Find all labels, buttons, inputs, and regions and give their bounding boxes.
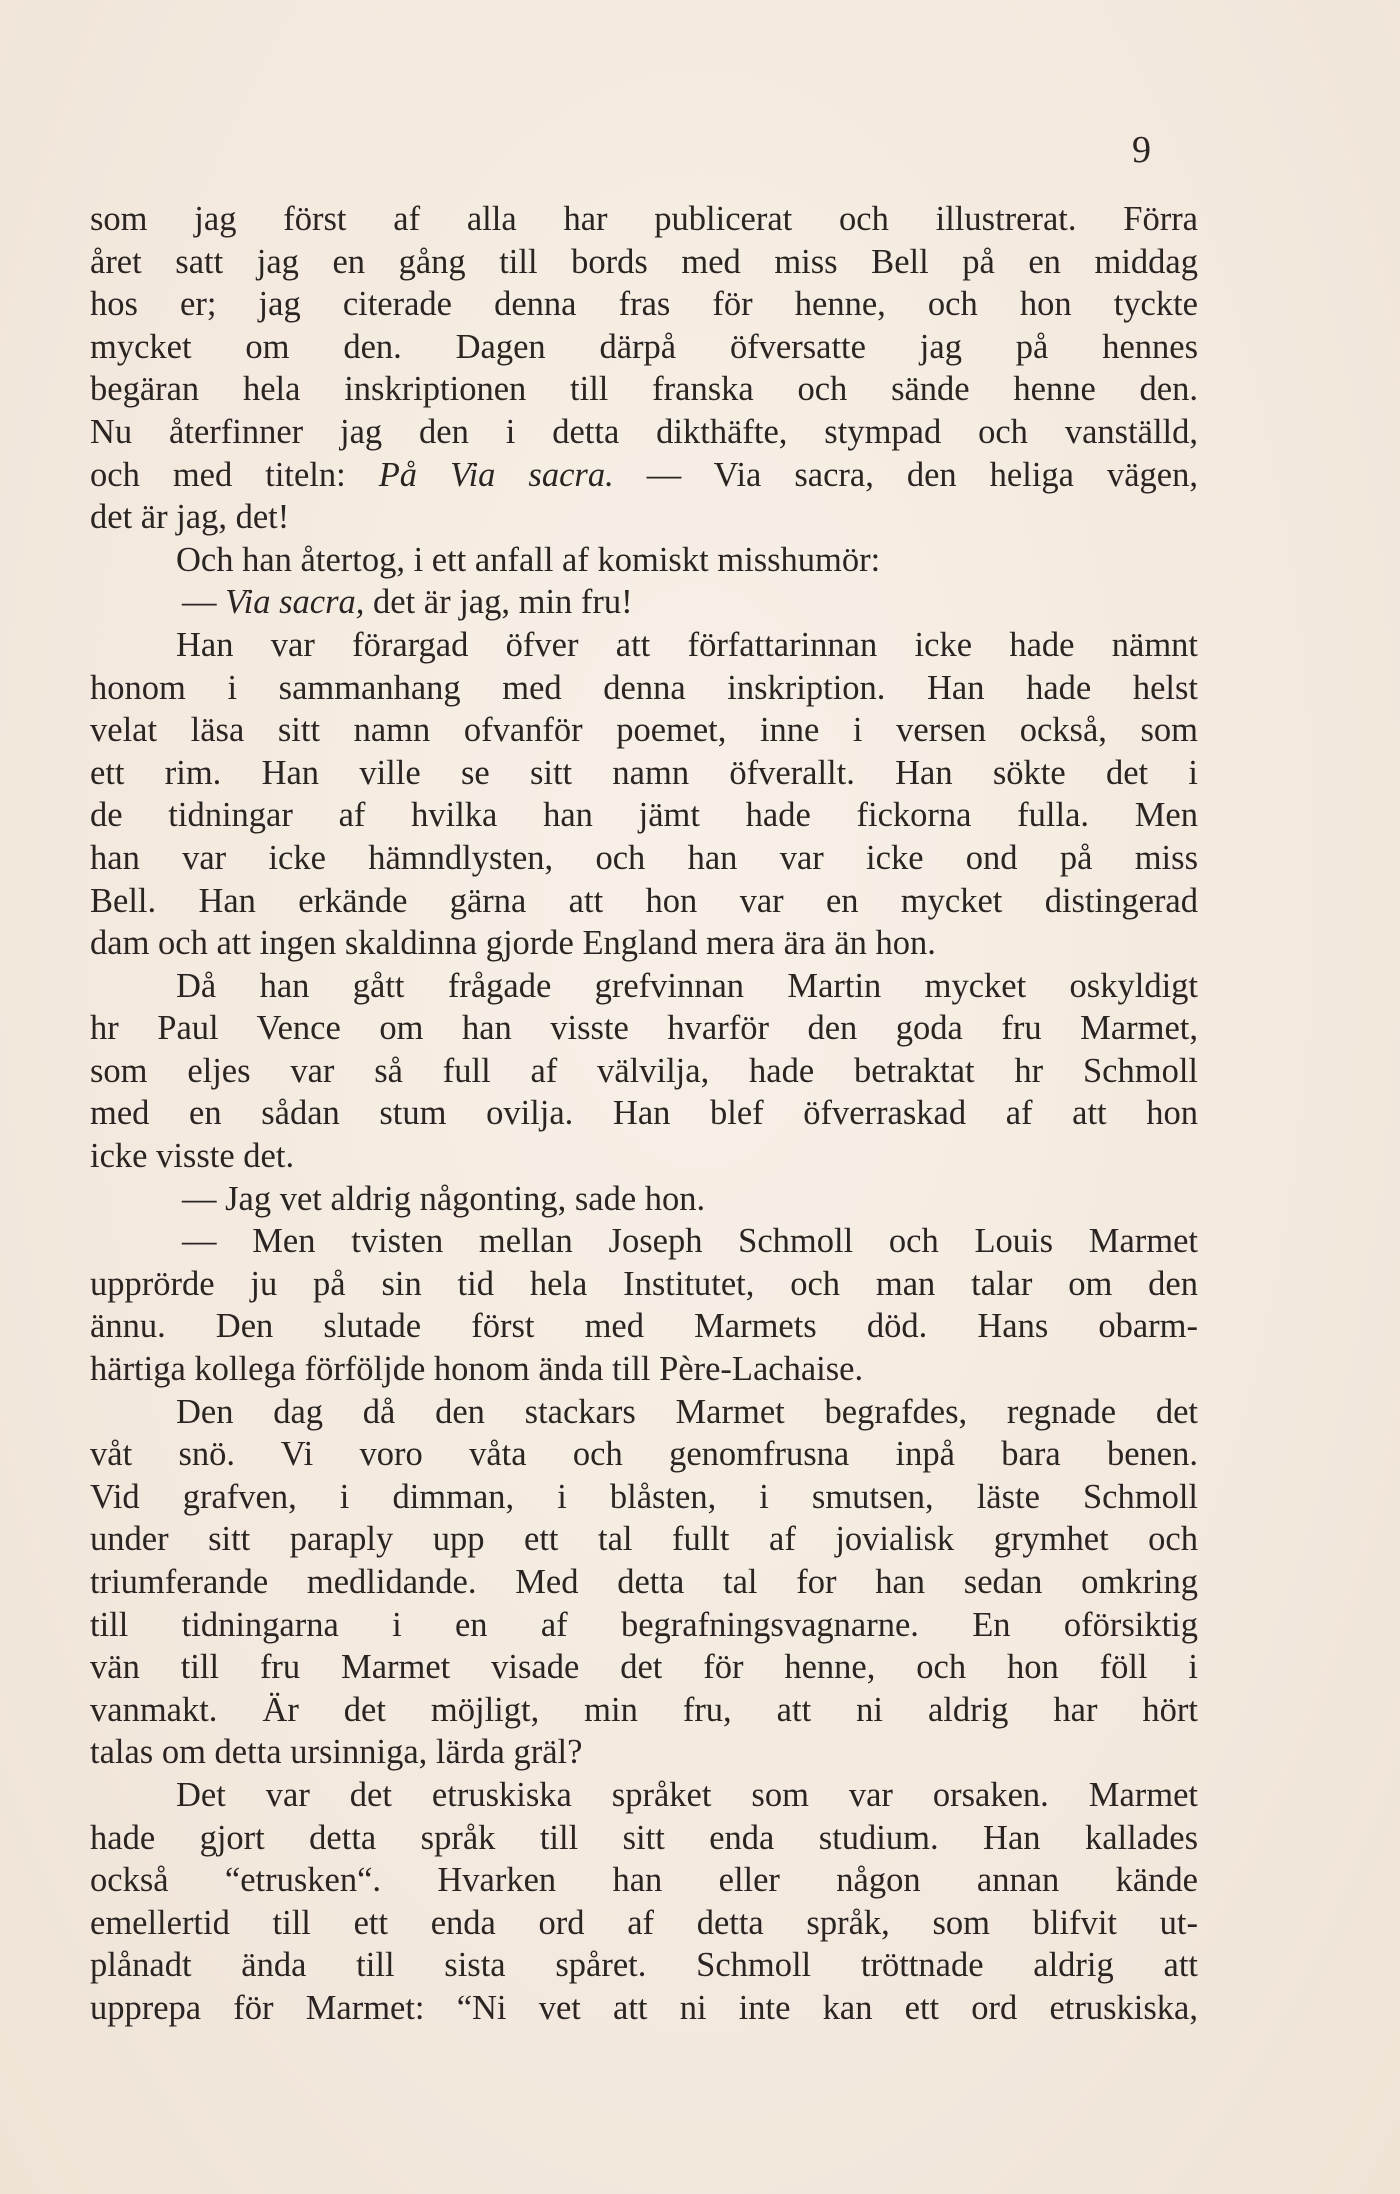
text-line: de tidningar af hvilka han jämt hade fickorna fulla. Men	[90, 796, 1198, 835]
text-line: med en sådan stum ovilja. Han blef öfverraskad af att hon	[90, 1094, 1198, 1133]
text-line: upprepa för Marmet: “Ni vet att ni inte kan ett ord etruskiska,	[90, 1988, 1198, 2027]
text-line: Det var det etruskiska språket som var orsaken. Marmet	[176, 1775, 1198, 1814]
text-line: begäran hela inskriptionen till franska och sände henne den.	[90, 370, 1198, 409]
text-line: emellertid till ett enda ord af detta språk, som blifvit ut-	[90, 1903, 1198, 1942]
body-text	[90, 198, 1198, 2030]
text-line: upprörde ju på sin tid hela Institutet, och man talar om den	[90, 1264, 1198, 1303]
text-line: det är jag, det!	[90, 498, 290, 537]
text-line: året satt jag en gång till bords med miss Bell på en middag	[90, 242, 1198, 281]
text-line: Nu återfinner jag den i detta dikthäfte, stympad och vanställd,	[90, 412, 1198, 451]
text-line: Vid grafven, i dimman, i blåsten, i smutsen, läste Schmoll	[90, 1477, 1198, 1516]
text-line	[90, 581, 1198, 624]
italic-title: På Via sacra.	[378, 455, 614, 494]
text-line: han var icke hämndlysten, och han var icke ond på miss	[90, 838, 1198, 877]
text-line: ännu. Den slutade först med Marmets död. Hans obarm-	[90, 1307, 1198, 1346]
text-line: talas om detta ursinniga, lärda gräl?	[90, 1733, 583, 1772]
text-line: plånadt ända till sista spåret. Schmoll tröttnade aldrig att	[90, 1946, 1198, 1985]
text-line: också “etrusken“. Hvarken han eller någon annan kände	[90, 1861, 1198, 1900]
text-line: Bell. Han erkände gärna att hon var en mycket distingerad	[90, 881, 1198, 920]
page-number: 9	[1132, 129, 1151, 171]
text-line: — Jag vet aldrig någonting, sade hon.	[182, 1179, 706, 1218]
text-line: icke visste det.	[90, 1137, 295, 1176]
text-line: som eljes var så full af välvilja, hade betraktat hr Schmoll	[90, 1051, 1198, 1090]
text-segment: och med titeln:	[90, 455, 379, 494]
text-segment: —	[182, 583, 226, 622]
text-line: ett rim. Han ville se sitt namn öfverallt. Han sökte det i	[90, 753, 1198, 792]
text-line: mycket om den. Dagen därpå öfversatte jag på hennes	[90, 327, 1198, 366]
text-line: hr Paul Vence om han visste hvarför den goda fru Marmet,	[90, 1009, 1198, 1048]
text-line: härtiga kollega förföljde honom ända till Père-Lachaise.	[90, 1350, 864, 1389]
text-line: — Men tvisten mellan Joseph Schmoll och Louis Marmet	[182, 1222, 1198, 1261]
text-line: våt snö. Vi voro våta och genomfrusna inpå bara benen.	[90, 1435, 1198, 1474]
text-line: under sitt paraply upp ett tal fullt af jovialisk grymhet och	[90, 1520, 1198, 1559]
text-line: till tidningarna i en af begrafningsvagnarne. En oförsiktig	[90, 1605, 1198, 1644]
text-line: dam och att ingen skaldinna gjorde England mera ära än hon.	[90, 924, 936, 963]
text-line	[90, 454, 1198, 497]
italic-title: Via sacra,	[225, 583, 365, 622]
text-line: triumferande medlidande. Med detta tal for han sedan omkring	[90, 1563, 1198, 1601]
text-line: vän till fru Marmet visade det för henne, och hon föll i	[90, 1648, 1198, 1687]
text-segment: det är jag, min fru!	[364, 583, 633, 622]
text-line: Och han återtog, i ett anfall af komiskt misshumör:	[176, 540, 881, 579]
text-line: honom i sammanhang med denna inskription. Han hade helst	[90, 668, 1198, 707]
text-line: hos er; jag citerade denna fras för henne, och hon tyckte	[90, 285, 1198, 324]
text-line: Den dag då den stackars Marmet begrafdes, regnade det	[176, 1392, 1198, 1431]
text-line: som jag först af alla har publicerat och illustrerat. Förra	[90, 200, 1198, 238]
text-segment: — Via sacra, den heliga vägen,	[613, 455, 1198, 494]
text-line: velat läsa sitt namn ofvanför poemet, inne i versen också, som	[90, 711, 1198, 750]
text-line: vanmakt. Är det möjligt, min fru, att ni aldrig har hört	[90, 1690, 1198, 1729]
text-line: Då han gått frågade grefvinnan Martin mycket oskyldigt	[176, 966, 1198, 1005]
text-line: Han var förargad öfver att författarinnan icke hade nämnt	[176, 625, 1198, 664]
text-line: hade gjort detta språk till sitt enda studium. Han kallades	[90, 1818, 1198, 1857]
